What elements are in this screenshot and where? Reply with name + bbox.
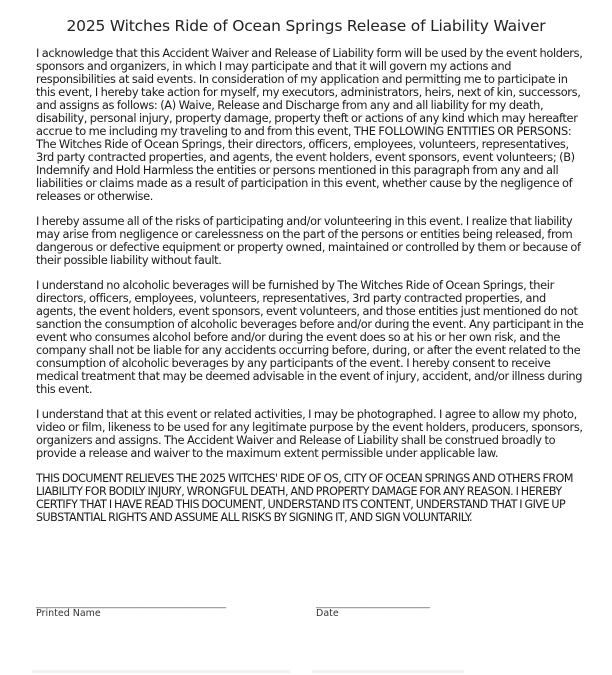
date-label: Date xyxy=(316,608,339,619)
date-line: ________________________ xyxy=(316,598,430,609)
printed-name-label: Printed Name xyxy=(36,608,101,619)
page-bottom-fade-right xyxy=(312,670,464,673)
document-title: 2025 Witches Ride of Ocean Springs Release of Liability Waiver xyxy=(66,17,546,35)
paragraph-certification: THIS DOCUMENT RELIEVES THE 2025 WITCHES' RIDE OF OS, CITY OF OCEAN SPRINGS AND OTHERS FROM LIABILITY FOR BODILY INJURY, WRONGFUL DEATH, AND PROPERTY DAMAGE FOR ANY REASON. I HEREBY CERTIFY THAT I HAVE READ THIS DOCUMENT, UNDERSTAND ITS CONTENT, UNDERSTAND THAT I GIVE UP SUBSTANTIAL RIGHTS AND ASSUME ALL RISKS BY SIGNING IT, AND SIGN VOLUNTARILY. xyxy=(36,472,573,524)
paragraph-photography: I understand that at this event or related activities, I may be photographed. I agree to allow my photo, video or film, likeness to be used for any legitimate purpose by the event holders, producers, sponsors, organizers and assigns. The Accident Waiver and Release of Liability shall be construed broadly to provide a release and waiver to the maximum extent permissible under applicable law. xyxy=(36,407,583,460)
paragraph-assumption-of-risk: I hereby assume all of the risks of participating and/or volunteering in this event. I realize that liability may arise from negligence or carelessness on the part of the persons or entities being released, from dangerous or defective equipment or property owned, maintained or controlled by them or because of their possible liability without fault. xyxy=(36,214,581,267)
page-bottom-fade xyxy=(32,670,290,673)
printed-name-line: ________________________________________ xyxy=(36,598,226,609)
printed-name-field[interactable] xyxy=(36,598,286,619)
paragraph-alcohol: I understand no alcoholic beverages will be furnished by The Witches Ride of Ocean Springs, their directors, officers, employees, volunteers, representatives, 3rd party contracted properties, and agents, the event holders, event sponsors, event volunteers, and those entities just mentioned do not sanction the consumption of alcoholic beverages before and/or during the event. Any participant in the event who consumes alcohol before and/or during the event does so at his or her own risk, and the company shall not be liable for any accidents occurring before, during, or after the event related to the consumption of alcoholic beverages by any participants of the event. I hereby consent to receive medical treatment that may be deemed advisable in the event of injury, accident, and/or illness during this event. xyxy=(36,278,584,396)
waiver-body xyxy=(36,47,584,536)
date-field[interactable] xyxy=(316,598,466,619)
paragraph-release: I acknowledge that this Accident Waiver and Release of Liability form will be used by the event holders, sponsors and organizers, in which I may participate and that it will govern my actions and responsibilities at said events. In consideration of my application and permitting me to participate in this event, I hereby take action for myself, my executors, administrators, heirs, next of kin, successors, and assigns as follows: (A) Waive, Release and Discharge from any and all liability for my death, disability, personal injury, property damage, property theft or actions of any kind which may hereafter accrue to me including my traveling to and from this event, THE FOLLOWING ENTITIES OR PERSONS: The Witches Ride of Ocean Springs, their directors, officers, employees, volunteers, representatives, 3rd party contracted properties, and agents, the event holders, event sponsors, event volunteers; (B) Indemnify and Hold Harmless the entities or persons mentioned in this paragraph from any and all liabilities or claims made as a result of participation in this event, whether cause by the negligence of releases or otherwise. xyxy=(36,46,583,203)
